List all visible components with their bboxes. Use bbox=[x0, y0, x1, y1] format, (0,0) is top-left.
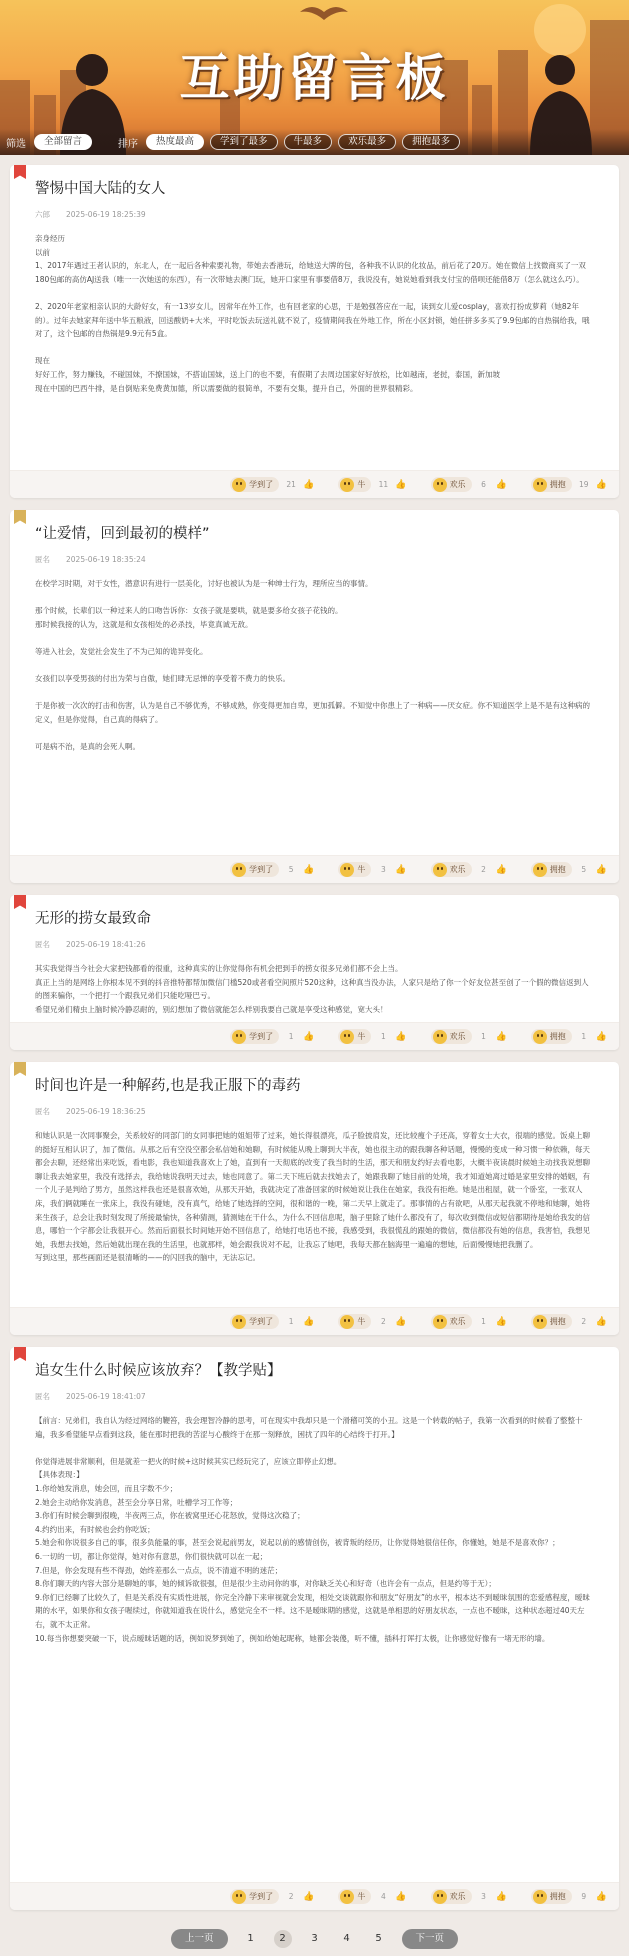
reaction-fun bbox=[431, 1029, 507, 1044]
hug-emoji-icon bbox=[533, 1315, 547, 1329]
post-paragraph: 那个时候，长辈们以一种过来人的口吻告诉你：女孩子就是要哄，就是要多给女孩子花钱的。 bbox=[35, 606, 343, 616]
learned-emoji-icon bbox=[232, 1030, 246, 1044]
reaction-hug bbox=[531, 1889, 607, 1904]
thumbs-up-icon[interactable]: 👍 bbox=[395, 1316, 407, 1327]
post-time: 2025-06-19 18:41:07 bbox=[66, 1392, 146, 1401]
reaction-bar bbox=[10, 1307, 619, 1335]
reaction-count: 11 bbox=[378, 480, 389, 489]
reaction-label: 拥抱 bbox=[549, 480, 566, 489]
learned-emoji-icon bbox=[232, 863, 246, 877]
reaction-count: 21 bbox=[286, 480, 296, 489]
post-body bbox=[10, 220, 619, 470]
reaction-label: 学到了 bbox=[249, 865, 274, 874]
learned-emoji-icon bbox=[232, 478, 246, 492]
post-meta bbox=[35, 1391, 594, 1402]
post-time: 2025-06-19 18:35:24 bbox=[66, 555, 146, 564]
reaction-count: 3 bbox=[380, 865, 386, 874]
post-paragraph: 7.但是，你会发现有些不得劲，始终差那么一点点，说不清道不明的迷茫； bbox=[35, 1565, 283, 1575]
post-paragraph: 10.每当你想要突破一下，说点暧昧话题的话，例如说梦到她了，例如给她起昵称，她都会装傻，听不懂，插科打诨打太极，让你感觉好像有一堵无形的墙。 bbox=[35, 1633, 550, 1643]
pagination bbox=[0, 1922, 629, 1956]
hug-emoji-icon bbox=[533, 1030, 547, 1044]
post-title[interactable]: 时间也许是一种解药,也是我正服下的毒药 bbox=[35, 1078, 301, 1094]
fun-reaction-button[interactable] bbox=[431, 1889, 472, 1904]
post-body bbox=[10, 1402, 619, 1882]
post-title[interactable]: “让爱情，回到最初的模样” bbox=[35, 526, 210, 542]
post-author: 匿名 bbox=[35, 555, 50, 564]
fun-reaction-button[interactable] bbox=[431, 1029, 472, 1044]
learned-reaction-button[interactable] bbox=[230, 477, 279, 492]
fun-emoji-icon bbox=[433, 478, 447, 492]
hug-reaction-button[interactable] bbox=[531, 1889, 572, 1904]
niu-reaction-button[interactable] bbox=[338, 1314, 371, 1329]
next-page-button[interactable]: 下一页 bbox=[402, 1929, 459, 1949]
thumbs-up-icon[interactable]: 👍 bbox=[395, 1031, 407, 1042]
fun-reaction-button[interactable] bbox=[431, 1314, 472, 1329]
reaction-label: 拥抱 bbox=[549, 865, 566, 874]
post-meta bbox=[35, 554, 594, 565]
reaction-label: 学到了 bbox=[249, 1032, 274, 1041]
post-body bbox=[10, 565, 619, 855]
reaction-count: 5 bbox=[288, 865, 294, 874]
reaction-hug bbox=[531, 1314, 607, 1329]
post-paragraph: 2、2020年老家相亲认识的大龄好女，有一13岁女儿，因常年在外工作，也有回老家的心思，于是勉强答应在一起，读到女儿爱cosplay，喜欢打扮成萝莉（她82年的）。过年去她家拜年送中华五粮液，回送酸奶+大米，平时吃饭去玩送礼就不说了，疫情期间我在外地工作，所在小区封锁，她任拼多多买了9.9包邮的自热锅给我，哦对了，这个包邮的自热锅是9.9元有5盒。 bbox=[35, 301, 590, 339]
reaction-label: 牛 bbox=[357, 1892, 366, 1901]
post-paragraph bbox=[35, 1441, 594, 1455]
post-paragraph: 在校学习时期，对于女性，潜意识有进行一层美化，讨好也被认为是一种绅士行为，理所应当的事情。 bbox=[35, 579, 373, 588]
reaction-label: 学到了 bbox=[249, 1892, 274, 1901]
post-paragraph: 希望兄弟们精虫上脑时候冷静忍耐的，别幻想加了微信就能怎么样别我要自己就是享受这种感觉，宽大头！ bbox=[35, 1004, 388, 1014]
reaction-count: 6 bbox=[481, 480, 486, 489]
thumbs-up-icon[interactable]: 👍 bbox=[303, 1316, 315, 1327]
niu-emoji-icon bbox=[340, 1030, 354, 1044]
reaction-count: 2 bbox=[481, 865, 486, 874]
eagle-icon bbox=[300, 7, 348, 20]
reaction-label: 牛 bbox=[357, 480, 366, 489]
page-5[interactable]: 5 bbox=[375, 1933, 382, 1944]
thumbs-up-icon[interactable]: 👍 bbox=[595, 864, 607, 875]
post-paragraph: 和她认识是一次同事聚会，关系较好的同部门的女同事把她的姐姐带了过来，她长得很漂亮，瓜子脸披肩发，还比较瘦个子还高，穿着女士大衣，很端的感觉。饭桌上聊的挺好互相认识了，加了微信。从那之后有空没空都会私信她和她聊，有时候能从晚上聊到大半夜，她也很主动的跟我聊各种话题，慢慢的变成一种习惯一种依赖，每天都会去聊，还经常出来吃饭，看电影，我也知道我喜欢上了她，直到有一天彻底的改变了我当时的生活，那天和朋友约好去看电影，大概半夜读晨时候她主动找我说想聊聊让我去她家里，我没有选择去，我给她说我明天过去，她也同意了。第二天下班后就去找她去了，她跟我聊了她目前的处境，我才知道她离过婚是家里安排的婚姻，有一个儿子是判给了男方，虽然这样我也还是很喜欢她，从那天开始，我就决定了准备回家的时候她说让我住在她家，我没有拒绝。她是出租屋，就一个卧室，一张双人床，我们俩就睡在一张床上，我没有碰她，没有真气，给她了她选择的空间，很和谐的一晚，第二天早上就走了。那事情的占有欲吧，从那天起我就不停地和她聊，她将来生孩子，总会让我时刻发现了所接最愉快，各种猜测，猜测她在干什么，为什么不回信息呢，脑子里除了她什么都没有了，每次收到微信或短信都期待是她给我发的信息，哪怕一个字都会让我很开心。然而后面很长时间她开始不回信息了，给她打电话也不接，我感受到，我很慌乱的跟她的微信，微信都没有她的信息，我害怕，我想见她，我想去找她，然后她就出现在我的生活里，也就那样，她会跟我说对不起，让我忘了她吧，我每天都在脑海里一遍遍的想她，后面慢慢她把我删了。 bbox=[35, 1131, 590, 1249]
thumbs-up-icon[interactable]: 👍 bbox=[303, 1891, 315, 1902]
post-body bbox=[10, 1117, 619, 1307]
reaction-hug bbox=[531, 477, 607, 492]
post-paragraph bbox=[35, 631, 594, 645]
post-header bbox=[10, 510, 619, 565]
reaction-learned bbox=[230, 1889, 314, 1904]
reaction-niu bbox=[338, 1314, 406, 1329]
post-header bbox=[10, 1062, 619, 1117]
thumbs-up-icon[interactable]: 👍 bbox=[495, 1031, 507, 1042]
sort-most-niu[interactable]: 牛最多 bbox=[284, 134, 333, 150]
reaction-label: 牛 bbox=[357, 1317, 366, 1326]
thumbs-up-icon[interactable]: 👍 bbox=[595, 1891, 607, 1902]
post-author: 匿名 bbox=[35, 940, 50, 949]
reaction-label: 学到了 bbox=[249, 1317, 274, 1326]
sort-label: 排序 bbox=[118, 138, 139, 150]
fun-emoji-icon bbox=[433, 1890, 447, 1904]
reaction-fun bbox=[431, 1314, 507, 1329]
reaction-label: 牛 bbox=[357, 865, 366, 874]
filter-bar bbox=[0, 129, 629, 155]
reaction-label: 拥抱 bbox=[549, 1032, 566, 1041]
reaction-label: 学到了 bbox=[249, 480, 274, 489]
thumbs-up-icon[interactable]: 👍 bbox=[303, 1031, 315, 1042]
post-paragraph: 【具体表现：】 bbox=[35, 1470, 84, 1480]
post-card bbox=[10, 895, 619, 1050]
reaction-count: 1 bbox=[380, 1032, 386, 1041]
thumbs-up-icon[interactable]: 👍 bbox=[395, 1891, 407, 1902]
post-meta bbox=[35, 209, 594, 220]
niu-emoji-icon bbox=[340, 863, 354, 877]
post-paragraph: 真正上当的是网络上你根本见不到的抖音推特都帮加微信门槛520或者看空间照片520这种，这种真当没办法，人家只是给了你一个好友位甚至创了一个假的微信返到人的图来骗你，一个把打一个跟我兄弟们只能吃哑巴亏。 bbox=[35, 977, 589, 1001]
reaction-count: 1 bbox=[581, 1032, 587, 1041]
learned-emoji-icon bbox=[232, 1890, 246, 1904]
post-paragraph: 其实我觉得当今社会大家把钱都看的很重，这种真实的让你觉得你有机会把到手的捞女很多兄弟们都不会上当。 bbox=[35, 964, 403, 973]
post-paragraph: 4.约约出来，有时候也会约你吃饭； bbox=[35, 1524, 155, 1534]
post-paragraph: 6.一切的一切，都让你觉得，她对你有意思，你们很快就可以在一起； bbox=[35, 1551, 268, 1561]
fun-reaction-button[interactable] bbox=[431, 477, 472, 492]
hug-reaction-button[interactable] bbox=[531, 862, 572, 877]
thumbs-up-icon[interactable]: 👍 bbox=[495, 1316, 507, 1327]
post-author: 匿名 bbox=[35, 1107, 50, 1116]
sort-most-fun[interactable]: 欢乐最多 bbox=[338, 134, 396, 150]
page-3[interactable]: 3 bbox=[311, 1933, 318, 1944]
thumbs-up-icon[interactable]: 👍 bbox=[303, 479, 315, 490]
niu-reaction-button[interactable] bbox=[338, 862, 371, 877]
page-1[interactable]: 1 bbox=[247, 1933, 254, 1944]
filter-all-messages[interactable]: 全部留言 bbox=[34, 134, 92, 150]
post-card bbox=[10, 1062, 619, 1335]
reaction-count: 9 bbox=[581, 1892, 587, 1901]
niu-emoji-icon bbox=[340, 478, 354, 492]
niu-reaction-button[interactable] bbox=[338, 1889, 371, 1904]
post-paragraph: 3.你们有时候会聊到很晚，半夜两三点，你在被窝里还心花怒放，觉得这次稳了； bbox=[35, 1511, 305, 1521]
post-header bbox=[10, 1347, 619, 1402]
post-paragraph: 于是你被一次次的打击和伤害，认为是自己不够优秀，不够成熟，你变得更加自卑，更加孤僻。不知觉中你患上了一种病——厌女症。你不知道医学上是不是有这种病的定义，但是你觉得，自己真的得病了。 bbox=[35, 701, 590, 724]
reaction-niu bbox=[338, 477, 406, 492]
reaction-count: 1 bbox=[481, 1032, 486, 1041]
thumbs-up-icon[interactable]: 👍 bbox=[495, 864, 507, 875]
thumbs-up-icon[interactable]: 👍 bbox=[395, 864, 407, 875]
post-header bbox=[10, 165, 619, 220]
post-paragraph: 5.她会和你说很多自己的事，很多负能量的事，甚至会说起前男友，说起以前的感情创伤，被背叛的经历，让你觉得她很信任你，你懂她，她是不是喜欢你？； bbox=[35, 1538, 560, 1548]
post-paragraph: 好好工作，努力赚钱，不碰国妹，不撩国妹，不搭讪国妹，送上门的也不要，有假期了去周边国家好好放松，比如越南，老挝，泰国，新加坡 bbox=[35, 369, 500, 379]
post-author: 六郎 bbox=[35, 210, 50, 219]
post-paragraph: 8.你们聊天的内容大部分是聊她的事，她的倾诉欲很强，但是很少主动问你的事，对你缺乏关心和好奇（也许会有一点点，但是约等于无）； bbox=[35, 1579, 496, 1589]
page-title: 互助留言板 bbox=[179, 48, 450, 107]
reaction-count: 5 bbox=[581, 865, 587, 874]
post-paragraph: 写到这里，那些画面还是很清晰的——的闪回我的脑中，无法忘记。 bbox=[35, 1253, 260, 1263]
reaction-label: 欢乐 bbox=[449, 1032, 466, 1041]
reaction-hug bbox=[531, 862, 607, 877]
post-paragraph: 那时候我接的认为，这就是和女孩相处的必杀技，毕竟真诚无敌。 bbox=[35, 619, 253, 629]
thumbs-up-icon[interactable]: 👍 bbox=[303, 864, 315, 875]
post-title[interactable]: 追女生什么时候应该放弃？【教学贴】 bbox=[35, 1363, 282, 1379]
post-paragraph: 1、2017年遇过王者认识的，东北人，在一起后各种索要礼物，带她去香港玩，给她送大牌的包，各种我不认识的化妆品，前后花了20万。她在微信上找微商买了一双180包邮的高仿AJ送我（唯一一次她送的东西），有一次带她去澳门玩，她开口家里有事要借8万，我说没有，她说她看到我支付宝的借呗还能借8万（怎么就这么巧）。 bbox=[35, 261, 586, 284]
reaction-count: 1 bbox=[288, 1032, 294, 1041]
reaction-label: 欢乐 bbox=[449, 1892, 466, 1901]
thumbs-up-icon[interactable]: 👍 bbox=[595, 1031, 607, 1042]
post-header bbox=[10, 895, 619, 950]
reaction-count: 3 bbox=[481, 1892, 486, 1901]
post-paragraph: 亲身经历 bbox=[35, 234, 65, 243]
niu-emoji-icon bbox=[340, 1315, 354, 1329]
reaction-bar bbox=[10, 855, 619, 883]
post-card bbox=[10, 510, 619, 883]
post-time: 2025-06-19 18:41:26 bbox=[66, 940, 146, 949]
reaction-bar bbox=[10, 1882, 619, 1910]
post-card bbox=[10, 165, 619, 498]
thumbs-up-icon[interactable]: 👍 bbox=[495, 1891, 507, 1902]
niu-emoji-icon bbox=[340, 1890, 354, 1904]
reaction-count: 19 bbox=[579, 480, 589, 489]
post-author: 匿名 bbox=[35, 1392, 50, 1401]
reaction-count: 2 bbox=[380, 1317, 386, 1326]
post-paragraph: 你觉得进展非常顺利，但是就差一把火的时候+这时候其实已经玩完了，应该立即停止幻想。 bbox=[35, 1456, 342, 1466]
learned-reaction-button[interactable] bbox=[230, 1889, 279, 1904]
hug-reaction-button[interactable] bbox=[531, 477, 572, 492]
reaction-learned bbox=[230, 1029, 314, 1044]
thumbs-up-icon[interactable]: 👍 bbox=[495, 479, 507, 490]
reaction-niu bbox=[338, 1889, 406, 1904]
post-paragraph: 9.你们已经聊了比较久了，但是关系没有实质性进展，你完全冷静下来审视就会发现，相处交谈就跟你和朋友“好朋友”的水平，根本达不到暧昧氛围的恋爱感程度，暧昧期的水平，如果你和女孩子喔续过，你就知道我在说什么，感觉完全不一样。这不是暧昧期的感觉，这就是单相思的好朋友状态，一点也不暧昧，这种状态超过40天左右，就不太正常。 bbox=[35, 1592, 590, 1629]
thumbs-up-icon[interactable]: 👍 bbox=[595, 479, 607, 490]
fun-emoji-icon bbox=[433, 1030, 447, 1044]
reaction-fun bbox=[431, 862, 507, 877]
learned-reaction-button[interactable] bbox=[230, 862, 279, 877]
post-time: 2025-06-19 18:25:39 bbox=[66, 210, 146, 219]
post-time: 2025-06-19 18:36:25 bbox=[66, 1107, 146, 1116]
reaction-niu bbox=[338, 862, 406, 877]
post-paragraph: 【前言：兄弟们，我自认为经过网络的鞭笞，我会理智冷静的思考，可在现实中我却只是一个滑稽可笑的小丑。这是一个转载的帖子，我第一次看到的时候看了整整十遍，我多希望能早点看到这段，能在那时把我的苦涩与心酸终于在那一刻释放，困扰了四年的心结终于打开。】 bbox=[35, 1416, 583, 1439]
post-paragraph: 等进入社会，发觉社会发生了不为己知的诡异变化。 bbox=[35, 646, 208, 656]
hug-reaction-button[interactable] bbox=[531, 1314, 572, 1329]
thumbs-up-icon[interactable]: 👍 bbox=[395, 479, 407, 490]
post-meta bbox=[35, 1106, 594, 1117]
hug-emoji-icon bbox=[533, 863, 547, 877]
niu-reaction-button[interactable] bbox=[338, 477, 371, 492]
post-card bbox=[10, 1347, 619, 1910]
reaction-label: 牛 bbox=[357, 1032, 366, 1041]
reaction-bar bbox=[10, 470, 619, 498]
reaction-bar bbox=[10, 1022, 619, 1050]
sort-most-hug[interactable]: 拥抱最多 bbox=[402, 134, 460, 150]
post-paragraph bbox=[35, 286, 594, 300]
filter-label: 筛选 bbox=[6, 138, 26, 150]
reaction-count: 4 bbox=[380, 1892, 386, 1901]
reaction-count: 2 bbox=[288, 1892, 294, 1901]
post-title[interactable]: 警惕中国大陆的女人 bbox=[35, 181, 166, 197]
reaction-niu bbox=[338, 1029, 406, 1044]
post-paragraph bbox=[35, 659, 594, 673]
prev-page-button[interactable]: 上一页 bbox=[171, 1929, 228, 1949]
post-meta bbox=[35, 939, 594, 950]
page-2-current[interactable]: 2 bbox=[274, 1930, 292, 1948]
post-paragraph bbox=[35, 686, 594, 700]
post-paragraph: 现在中国的巴西牛排，是自倒贴来免费黄加德，所以需要做的很简单，不要有交集，提升自己，外面的世界很精彩。 bbox=[35, 383, 418, 393]
reaction-label: 拥抱 bbox=[549, 1892, 566, 1901]
post-body bbox=[10, 950, 619, 1022]
post-title[interactable]: 无形的捞女最致命 bbox=[35, 911, 151, 927]
post-paragraph bbox=[35, 591, 594, 605]
hug-emoji-icon bbox=[533, 1890, 547, 1904]
niu-reaction-button[interactable] bbox=[338, 1029, 371, 1044]
post-paragraph: 女孩们以享受男孩的付出为荣与自傲，她们肆无忌惮的享受着不费力的快乐。 bbox=[35, 674, 290, 684]
reaction-label: 欢乐 bbox=[449, 1317, 466, 1326]
hug-reaction-button[interactable] bbox=[531, 1029, 572, 1044]
banner bbox=[0, 0, 629, 155]
learned-reaction-button[interactable] bbox=[230, 1029, 279, 1044]
reaction-learned bbox=[230, 477, 314, 492]
learned-reaction-button[interactable] bbox=[230, 1314, 279, 1329]
post-list bbox=[0, 155, 629, 1910]
fun-emoji-icon bbox=[433, 1315, 447, 1329]
reaction-hug bbox=[531, 1029, 607, 1044]
learned-emoji-icon bbox=[232, 1315, 246, 1329]
fun-emoji-icon bbox=[433, 863, 447, 877]
reaction-count: 1 bbox=[288, 1317, 294, 1326]
reaction-count: 2 bbox=[581, 1317, 587, 1326]
reaction-fun bbox=[431, 477, 507, 492]
post-paragraph: 2.她会主动给你发消息，甚至会分享日常，吐槽学习工作等； bbox=[35, 1497, 238, 1507]
post-paragraph bbox=[35, 341, 594, 355]
page-4[interactable]: 4 bbox=[343, 1933, 350, 1944]
sort-most-learned[interactable]: 学到了最多 bbox=[210, 134, 278, 150]
post-paragraph: 现在 bbox=[35, 356, 50, 366]
reaction-learned bbox=[230, 1314, 314, 1329]
post-paragraph: 可是病不治，是真的会死人啊。 bbox=[35, 742, 140, 752]
hug-emoji-icon bbox=[533, 478, 547, 492]
reaction-label: 欢乐 bbox=[449, 865, 466, 874]
post-paragraph: 以前 bbox=[35, 247, 50, 257]
reaction-label: 拥抱 bbox=[549, 1317, 566, 1326]
thumbs-up-icon[interactable]: 👍 bbox=[595, 1316, 607, 1327]
reaction-label: 欢乐 bbox=[449, 480, 466, 489]
fun-reaction-button[interactable] bbox=[431, 862, 472, 877]
post-paragraph: 1.你给她发消息，她会回，而且字数不少； bbox=[35, 1483, 178, 1493]
reaction-fun bbox=[431, 1889, 507, 1904]
sort-hottest[interactable]: 热度最高 bbox=[146, 134, 204, 150]
post-paragraph bbox=[35, 727, 594, 741]
reaction-count: 1 bbox=[481, 1317, 486, 1326]
reaction-learned bbox=[230, 862, 314, 877]
